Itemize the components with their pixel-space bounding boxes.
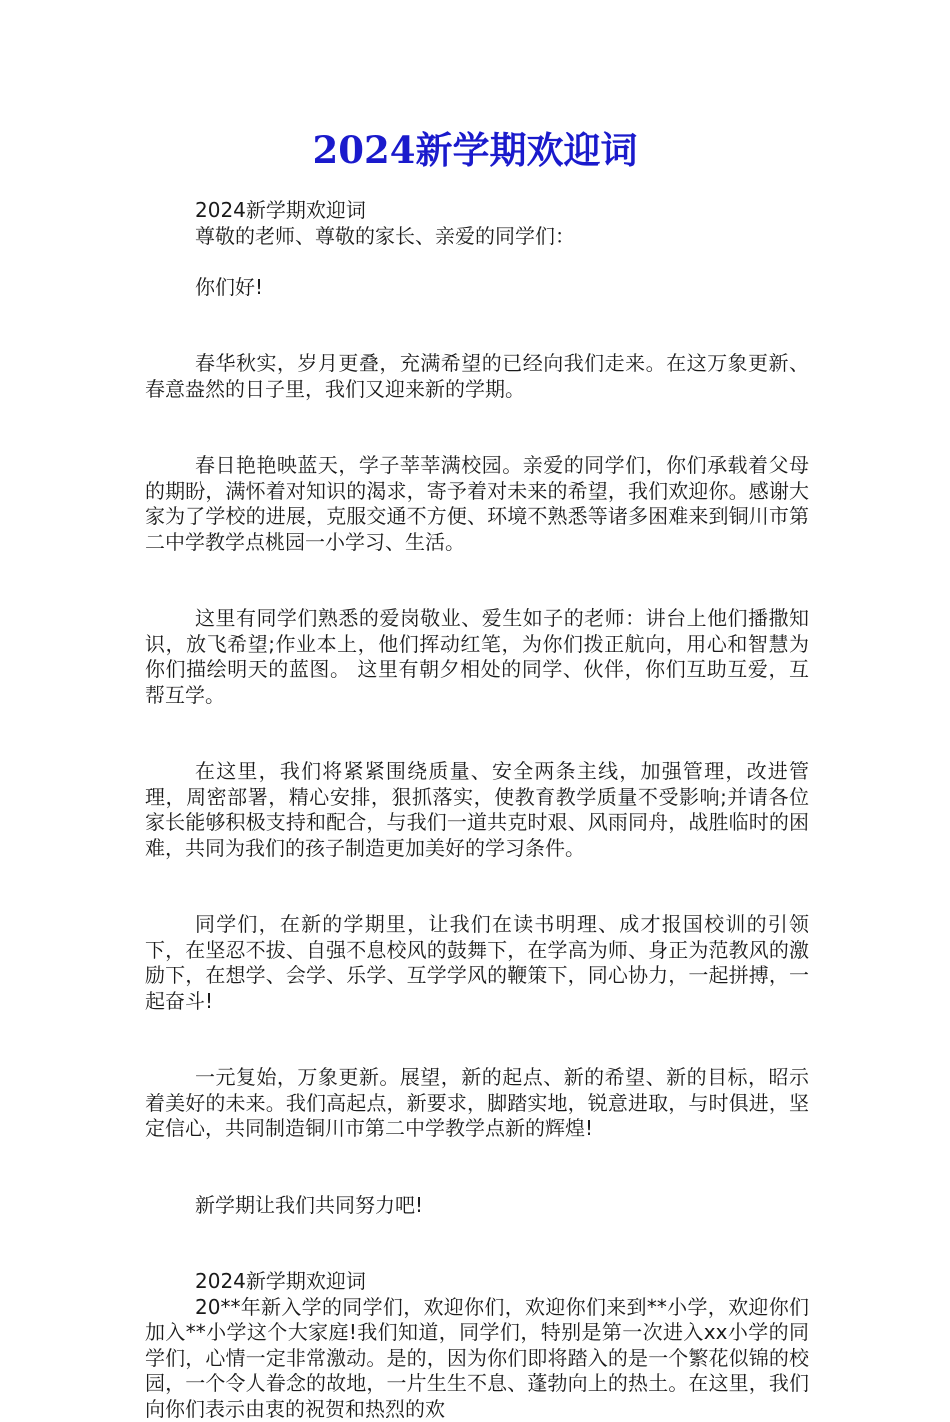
salutation: 尊敬的老师、尊敬的家长、亲爱的同学们： [145,224,809,250]
paragraph-students: 同学们，在新的学期里，让我们在读书明理、成才报国校训的引领下，在坚忍不拔、自强不息校风的鼓舞下，在学高为师、身正为范教风的激励下，在想学、会学、乐学、互学学风的鞭策下，同心协力，一起拼搏，一起奋斗! [145,912,809,1014]
paragraph-welcome: 春日艳艳映蓝天，学子莘莘满校园。亲爱的同学们，你们承载着父母的期盼，满怀着对知识的渴求，寄予着对未来的希望，我们欢迎你。感谢大家为了学校的进展，克服交通不方便、环境不熟悉等诸多困难来到铜川市第二中学教学点桃园一小学习、生活。 [145,453,809,555]
greeting: 你们好! [145,275,809,301]
paragraph-spring: 春华秋实，岁月更叠，充满希望的已经向我们走来。在这万象更新、春意盎然的日子里，我们又迎来新的学期。 [145,351,809,402]
document-title: 2024新学期欢迎词 [0,120,950,180]
paragraph-closing: 新学期让我们共同努力吧! [145,1193,809,1219]
document-body [145,198,809,1422]
section-heading-2: 2024新学期欢迎词 [145,1269,809,1295]
paragraph-new-beginning: 一元复始，万象更新。展望，新的起点、新的希望、新的目标，昭示着美好的未来。我们高起点，新要求，脚踏实地，锐意进取，与时俱进，坚定信心，共同制造铜川市第二中学教学点新的辉煌! [145,1065,809,1142]
paragraph-teachers: 这里有同学们熟悉的爱岗敬业、爱生如子的老师：讲台上他们播撒知识，放飞希望;作业本上，他们挥动红笔，为你们拨正航向，用心和智慧为你们描绘明天的蓝图。 这里有朝夕相处的同学、伙伴，你们互助互爱，互帮互学。 [145,606,809,708]
paragraph-management: 在这里，我们将紧紧围绕质量、安全两条主线，加强管理，改进管理，周密部署，精心安排，狠抓落实，使教育教学质量不受影响;并请各位家长能够积极支持和配合，与我们一道共克时艰、风雨同舟，战胜临时的困难，共同为我们的孩子制造更加美好的学习条件。 [145,759,809,861]
section-heading-1: 2024新学期欢迎词 [145,198,809,224]
paragraph-new-students: 20**年新入学的同学们，欢迎你们，欢迎你们来到**小学，欢迎你们加入**小学这个大家庭!我们知道，同学们，特别是第一次进入xx小学的同学们，心情一定非常激动。是的，因为你们即将踏入的是一个繁花似锦的校园，一个令人眷念的故地，一片生生不息、蓬勃向上的热土。在这里，我们向你们表示由衷的祝贺和热烈的欢 [145,1295,809,1422]
